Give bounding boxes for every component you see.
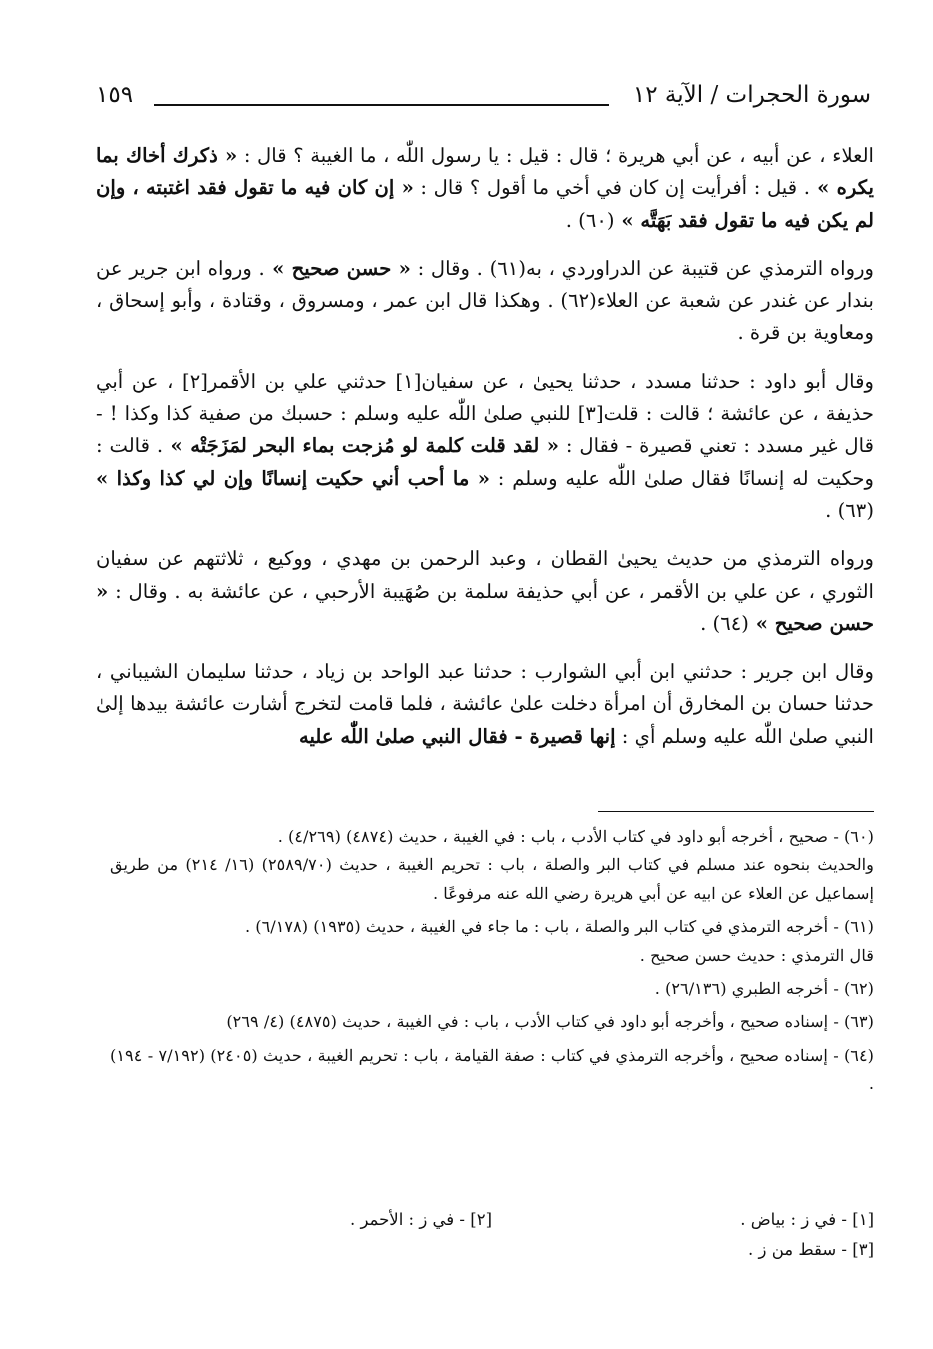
footnote-text: - أخرجه الترمذي في كتاب البر والصلة ، باب : ما جاء في الغيبة ، حديث (١٩٣٥) (٦/١٧٨) . (244, 917, 839, 937)
footnote (110, 1008, 874, 1036)
footnote-text: - أخرجه الطبري (٢٦/١٣٦) . (654, 979, 839, 999)
text-run: . قالت : وحكيت له إنسانًا فقال صلىٰ اللّٰه عليه وسلم : (96, 434, 874, 490)
page-number: ١٥٩ (96, 82, 134, 108)
footnote-number: (٦٠) (843, 827, 874, 846)
footnotes (110, 823, 874, 1104)
editor-note: [٣] - سقط من ز . (748, 1240, 874, 1259)
footnote-text: - إسناده صحيح ، وأخرجه الترمذي في كتاب : صفة القيامة ، باب : تحريم الغيبة ، حديث (٢٤٠٥) (٧/١٩٢ - ١٩٤) . (110, 1045, 874, 1094)
quote-run: « حسن صحيح » (264, 256, 411, 280)
running-title: سورة الحجرات / الآية ١٢ (632, 82, 871, 108)
quote-run: « لقد قلت كلمة لو مُزجت بماء البحر لمَزَجَتْه » (163, 434, 560, 458)
footnote-number: (٦٢) (843, 979, 874, 999)
text-run: . ورواه ابن جرير عن بندار عن غندر عن شعبة عن العلاء(٦٢) . وهكذا قال ابن عمر ، ومسروق ، وقتادة ، وأبو إسحاق ، ومعاوية بن قرة . (96, 256, 874, 345)
footnote-separator (598, 811, 874, 812)
footnote-continuation: والحديث بنحوه عند مسلم في كتاب البر والصلة ، باب : تحريم الغيبة ، حديث (٢٥٨٩/٧٠) (١٦/ ٢١٤) من طريق إسماعيل عن العلاء عن ابيه عن أبي هريرة رضي الله عنه مرفوعًا . (110, 855, 874, 903)
editor-note: [٢] - في ز : الأحمر . (349, 1210, 492, 1229)
editor-note: [١] - في ز : بياض . (740, 1210, 874, 1229)
main-text (96, 140, 874, 769)
quote-run: « حسن صحيح » (96, 579, 874, 635)
paragraph (96, 366, 874, 527)
header-rule (154, 104, 609, 106)
footnote-number: (٦٤) (843, 1045, 874, 1065)
paragraph (96, 253, 874, 350)
quote-run: « ذكرك أخاك بما يكره » (96, 144, 874, 200)
text-run: العلاء ، عن أبيه ، عن أبي هريرة ؛ قال : قيل : يا رسول اللّٰه ، ما الغيبة ؟ قال : (237, 144, 874, 167)
paragraph (96, 140, 874, 237)
text-run: ورواه الترمذي عن قتيبة عن الدراوردي ، به(٦١) . وقال : (410, 256, 875, 280)
text-run: (٦٣) . (825, 498, 874, 522)
footnote-number: (٦١) (843, 917, 874, 937)
editor-notes-row (110, 1205, 874, 1235)
page-header (96, 82, 871, 122)
paragraph (96, 543, 874, 640)
footnote-number: (٦٣) (843, 1012, 874, 1032)
footnote (110, 1042, 874, 1099)
quote-run: « إن كان فيه ما تقول فقد اغتبته ، وإن لم يكن فيه ما تقول فقد بَهَتَّه » (96, 176, 874, 232)
footnote (110, 975, 874, 1003)
footnote-continuation: قال الترمذي : حديث حسن صحيح . (639, 945, 874, 965)
paragraph (96, 656, 874, 753)
text-run: (٦٤) . (700, 611, 749, 635)
footnote (110, 913, 874, 970)
text-run: وقال ابن جرير : حدثني ابن أبي الشوارب : حدثنا عبد الواحد بن زياد ، حدثنا سليمان الشيباني ، حدثنا حسان بن المخارق أن امرأة دخلت علىٰ عائشة ، فلما قامت لتخرج أشارت عائشة بيدها إلىٰ النبي صلىٰ اللّٰه عليه وسلم أي : (96, 660, 874, 748)
quote-run: إنها قصيرة - فقال النبي صلىٰ اللّٰه عليه (298, 724, 616, 748)
footnote (110, 823, 874, 908)
text-run: وقال أبو داود : حدثنا مسدد ، حدثنا يحيىٰ ، عن سفيان[١] حدثني علي بن الأقمر[٢] ، عن أبي حذيفة ، عن عائشة ؛ قالت : قلت[٣] للنبي صلىٰ اللّٰه عليه وسلم : حسبك من صفية كذا وكذا ! - قال غير مسدد : تعني قصيرة - فقال : (96, 369, 874, 458)
footnote-text: - إسناده صحيح ، وأخرجه أبو داود في كتاب الأدب ، باب : في الغيبة ، حديث (٤٨٧٥) (٤/ ٢٦٩) (226, 1012, 839, 1032)
text-run: . قيل : أفرأيت إن كان في أخي ما أقول ؟ قال : (413, 176, 810, 200)
text-run: ورواه الترمذي من حديث يحيىٰ القطان ، وعبد الرحمن بن مهدي ، ووكيع ، ثلاثتهم عن سفيان الثوري ، عن علي بن الأقمر ، عن أبي حذيفة سلمة بن صُهَيبة الأرحبي ، عن عائشة به . وقال : (96, 547, 874, 603)
footnote-text: - صحيح ، أخرجه أبو داود في كتاب الأدب ، باب : في الغيبة ، حديث (٤٨٧٤) (٤/٢٦٩) . (277, 827, 839, 846)
text-run: (٦٠) . (565, 208, 615, 232)
editor-notes-row (110, 1235, 874, 1265)
editor-notes (110, 1205, 874, 1265)
quote-run: « ما أحب أني حكيت إنسانًا وإن لي كذا وكذا » (96, 466, 490, 490)
